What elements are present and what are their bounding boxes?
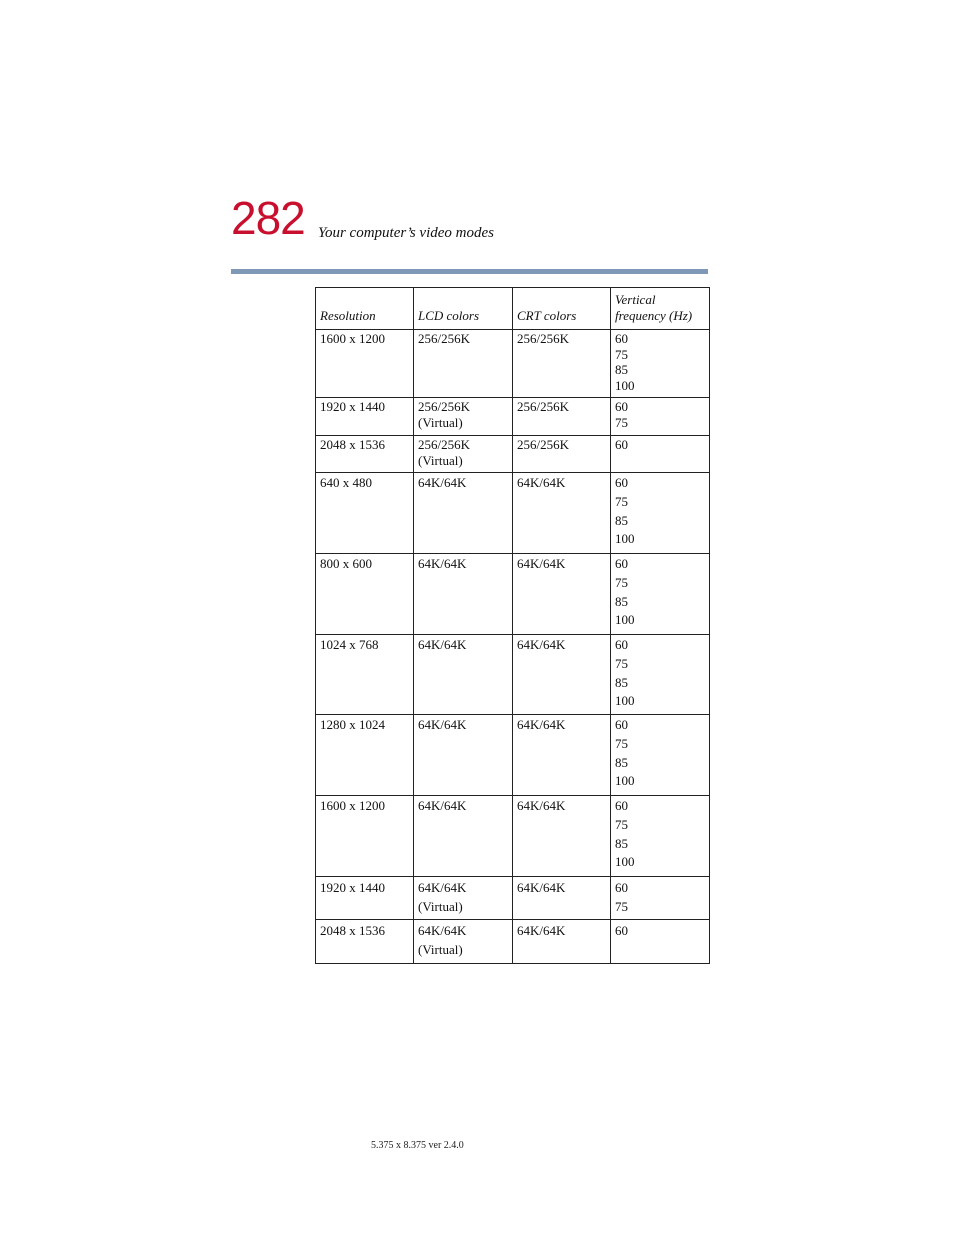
resolution-cell — [316, 715, 414, 796]
lcd-colors-cell — [414, 635, 513, 715]
cell-text: 75 — [615, 346, 628, 362]
crt-colors-cell — [513, 473, 611, 554]
page-number: 282 — [231, 192, 305, 244]
cell-text: 85 — [615, 674, 628, 690]
cell-text: 1280 x 1024 — [320, 717, 385, 732]
header-line: Resolution — [320, 307, 376, 323]
cell-text: 256/256K — [418, 331, 470, 346]
lcd-colors-cell — [414, 330, 513, 398]
cell-text: (Virtual) — [418, 942, 463, 957]
header-line: CRT colors — [517, 307, 577, 323]
cell-text: 256/256K — [517, 437, 569, 452]
cell-text: 1920 x 1440 — [320, 880, 385, 895]
resolution-cell — [316, 877, 414, 920]
running-title: Your computer’s video modes — [318, 225, 494, 241]
cell-text: 60 — [615, 399, 628, 414]
crt-colors-cell — [513, 796, 611, 877]
resolution-cell — [316, 796, 414, 877]
table-header-row — [316, 288, 710, 330]
cell-text: 2048 x 1536 — [320, 437, 385, 452]
header-line: Vertical — [615, 292, 656, 307]
crt-colors-cell — [513, 920, 611, 964]
cell-text: 75 — [615, 735, 628, 751]
resolution-cell — [316, 920, 414, 964]
col-header-vertical-frequency — [611, 288, 710, 330]
cell-text: 64K/64K — [517, 798, 566, 813]
table-row — [316, 877, 710, 920]
cell-text: 64K/64K — [418, 923, 467, 938]
col-header-lcd-colors — [414, 288, 513, 330]
frequency-cell — [611, 398, 710, 436]
cell-text: 640 x 480 — [320, 475, 372, 490]
table-row — [316, 473, 710, 554]
header-rule — [231, 269, 708, 274]
table-row — [316, 715, 710, 796]
header-line: LCD colors — [418, 307, 480, 323]
lcd-colors-cell — [414, 436, 513, 473]
table-row — [316, 796, 710, 877]
lcd-colors-cell — [414, 920, 513, 964]
lcd-colors-cell — [414, 398, 513, 436]
cell-text: 256/256K — [418, 399, 470, 414]
resolution-cell — [316, 554, 414, 635]
cell-text: 60 — [615, 798, 628, 813]
lcd-colors-cell — [414, 473, 513, 554]
footer-version: 5.375 x 8.375 ver 2.4.0 — [371, 1140, 464, 1151]
cell-text: 1024 x 768 — [320, 637, 379, 652]
cell-text: 60 — [615, 717, 628, 732]
cell-text: 1600 x 1200 — [320, 798, 385, 813]
frequency-cell — [611, 877, 710, 920]
cell-text: 64K/64K — [517, 637, 566, 652]
table-row — [316, 398, 710, 436]
cell-text: 75 — [615, 655, 628, 671]
cell-text: 64K/64K — [418, 880, 467, 895]
resolution-cell — [316, 473, 414, 554]
cell-text: 64K/64K — [517, 717, 566, 732]
crt-colors-cell — [513, 635, 611, 715]
cell-text: 256/256K — [517, 399, 569, 414]
table-row — [316, 920, 710, 964]
cell-text: 100 — [615, 377, 635, 393]
cell-text: 64K/64K — [517, 880, 566, 895]
cell-text: 64K/64K — [418, 637, 467, 652]
cell-text: 60 — [615, 637, 628, 652]
lcd-colors-cell — [414, 796, 513, 877]
cell-text: 60 — [615, 475, 628, 490]
header-line: frequency (Hz) — [615, 307, 693, 323]
frequency-cell — [611, 715, 710, 796]
cell-text: 100 — [615, 854, 635, 870]
cell-text: (Virtual) — [418, 414, 463, 430]
cell-text: 1600 x 1200 — [320, 331, 385, 346]
col-header-resolution — [316, 288, 414, 330]
cell-text: 85 — [615, 362, 628, 377]
cell-text: 85 — [615, 512, 628, 528]
crt-colors-cell — [513, 877, 611, 920]
cell-text: 75 — [615, 816, 628, 832]
table-row — [316, 436, 710, 473]
cell-text: 60 — [615, 556, 628, 571]
cell-text: 100 — [615, 773, 635, 789]
crt-colors-cell — [513, 330, 611, 398]
cell-text: 64K/64K — [517, 556, 566, 571]
col-header-crt-colors — [513, 288, 611, 330]
cell-text: 64K/64K — [517, 475, 566, 490]
frequency-cell — [611, 635, 710, 715]
cell-text: 60 — [615, 331, 628, 346]
lcd-colors-cell — [414, 877, 513, 920]
video-modes-table — [315, 287, 710, 964]
cell-text: 75 — [615, 414, 628, 430]
cell-text: 60 — [615, 880, 628, 895]
table-row — [316, 635, 710, 715]
cell-text: 100 — [615, 693, 635, 709]
table-body — [316, 330, 710, 964]
frequency-cell — [611, 436, 710, 473]
cell-text: 64K/64K — [418, 475, 467, 490]
cell-text: 60 — [615, 437, 628, 452]
resolution-cell — [316, 398, 414, 436]
cell-text: 64K/64K — [418, 798, 467, 813]
cell-text: 85 — [615, 835, 628, 851]
cell-text: 256/256K — [418, 437, 470, 452]
resolution-cell — [316, 635, 414, 715]
frequency-cell — [611, 554, 710, 635]
lcd-colors-cell — [414, 554, 513, 635]
cell-text: 800 x 600 — [320, 556, 372, 571]
cell-text: 64K/64K — [418, 556, 467, 571]
cell-text: 1920 x 1440 — [320, 399, 385, 414]
table-row — [316, 330, 710, 398]
resolution-cell — [316, 330, 414, 398]
frequency-cell — [611, 796, 710, 877]
cell-text: 2048 x 1536 — [320, 923, 385, 938]
cell-text: (Virtual) — [418, 899, 463, 914]
cell-text: 85 — [615, 593, 628, 609]
resolution-cell — [316, 436, 414, 473]
crt-colors-cell — [513, 398, 611, 436]
cell-text: 60 — [615, 923, 628, 938]
lcd-colors-cell — [414, 715, 513, 796]
frequency-cell — [611, 920, 710, 964]
cell-text: (Virtual) — [418, 452, 463, 468]
crt-colors-cell — [513, 715, 611, 796]
crt-colors-cell — [513, 554, 611, 635]
frequency-cell — [611, 473, 710, 554]
cell-text: 100 — [615, 612, 635, 628]
crt-colors-cell — [513, 436, 611, 473]
cell-text: 256/256K — [517, 331, 569, 346]
cell-text: 75 — [615, 899, 628, 914]
table-row — [316, 554, 710, 635]
cell-text: 85 — [615, 754, 628, 770]
cell-text: 64K/64K — [517, 923, 566, 938]
cell-text: 64K/64K — [418, 717, 467, 732]
cell-text: 75 — [615, 574, 628, 590]
cell-text: 75 — [615, 493, 628, 509]
frequency-cell — [611, 330, 710, 398]
cell-text: 100 — [615, 531, 635, 547]
